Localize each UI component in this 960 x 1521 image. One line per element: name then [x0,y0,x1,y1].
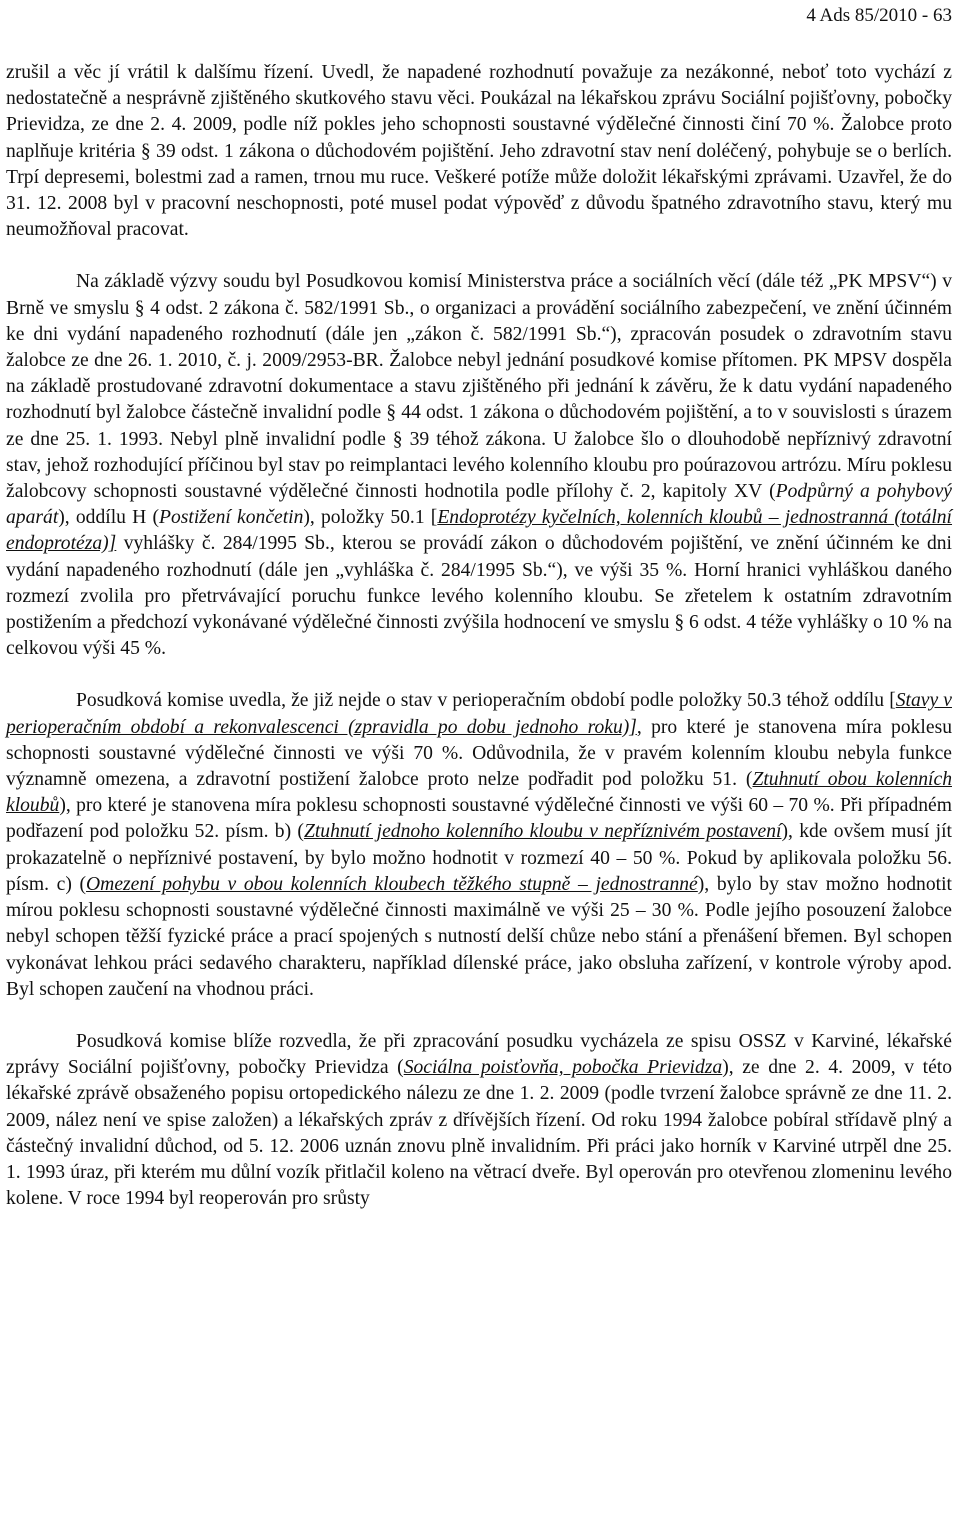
text-run: Na základě výzvy soudu byl Posudkovou komisí Ministerstva práce a sociálních věcí (dále též „PK MPSV“) v Brně ve smyslu § 4 odst. 2 zákona č. 582/1991 Sb., o organizaci a provádění sociálního zabezpečení, ve znění účinném ke dni vydání napadeného rozhodnutí (dále jen „zákon č. 582/1991 Sb.“), zpracován posudek o zdravotním stavu žalobce ze dne 26. 1. 2010, č. j. 2009/2953-BR. Žalobce nebyl jednání posudkové komise přítomen. PK MPSV dospěla na základě prostudované zdravotní dokumentace a stavu zjištěného při jednání k závěru, že k datu vydání napadeného rozhodnutí byl žalobce částečně invalidní podle § 44 odst. 1 zákona o důchodovém pojištění, a to v souvislosti s úrazem ze dne 25. 1. 1993. Nebyl plně invalidní podle § 39 téhož zákona. U žalobce šlo o dlouhodobě nepříznivý zdravotní stav, jehož rozhodující příčinou byl stav po reimplantaci levého kolenního kloubu pro poúrazovou artrózu. Míru poklesu žalobcovy schopnosti soustavné výdělečné činnosti hodnotila podle přílohy č. 2, kapitoly XV ( [6,271,952,503]
document-body [6,32,952,1212]
text-run: ), ze dne 2. 4. 2009, v této lékařské zprávě obsaženého popisu ortopedického nálezu ze dne 1. 2. 2009 (podle tvrzení žalobce správně ze dne 11. 2. 2009, nález není ve spise založen) a lékařských zpráv z dřívějších řízení. Od roku 1994 žalobce pobíral střídavě plný a částečný invalidní důchod, od 5. 12. 2006 uznán znovu plně invalidním. Při práci jako horník v Karviné utrpěl dne 25. 1. 1993 úraz, při kterém mu důlní vozík přitlačil koleno na větrací dveře. Byl operován pro otevřenou zlomeninu levého kolene. V roce 1994 byl reoperován pro srůsty [6,1057,953,1210]
text-run: vyhlášky č. 284/1995 Sb., kterou se provádí zákon o důchodovém pojištění, ve znění účinném ke dni vydání napadeného rozhodnutí (dále jen „vyhláška č. 284/1995 Sb.“), ve výši 35 %. Horní hranici vyhláškou daného rozmezí zvolila pro přetrvávající poruchu funkce levého kolenního kloubu. Se zřetelem k ostatním zdravotním postižením a předchozí vykonávané výdělečné činnosti zvýšila hodnocení ve smyslu § 6 odst. 4 téže vyhlášky o 10 % na celkovou výši 45 %. [6,533,952,660]
paragraph-2 [6,269,952,662]
text-run: Posudková komise uvedla, že již nejde o stav v perioperačním období podle položky 50.3 téhož oddílu [ [76,690,896,712]
italic-citation: Omezení pohybu v obou kolenních kloubech těžkého stupně – jednostranné [86,873,698,895]
italic-citation: Podpůrný a pohybový aparát [6,481,952,529]
text-run: ), kde ovšem musí jít prokazatelně o nepříznivé postavení, by bylo možno hodnotit v rozmezí 40 – 50 %. Pokud by aplikovala položku 56. písm. c) ( [6,821,952,895]
text-run: ), položky 50.1 [ [303,507,438,529]
text-run: ), pro které je stanovena míra poklesu schopnosti soustavné výdělečné činnosti ve výši 60 – 70 %. Při případném podřazení pod položku 52. písm. b) ( [6,795,952,843]
text-run: , pro které je stanovena míra poklesu schopnosti soustavné výdělečné činnosti ve výši 70 %. Odůvodnila, že v pravém kolenním kloubu nebyla funkce významně omezena, a zdravotní postižení žalobce proto nelze podřadit pod položku 51. ( [6,716,952,791]
italic-citation: Stavy v perioperačním období a rekonvalescenci (zpravidla po dobu jednoho roku)] [6,690,952,738]
text-run: ), bylo by stav možno hodnotit mírou poklesu schopnosti soustavné výdělečné činnosti maximálně ve výši 25 – 30 %. Podle jejího posouzení žalobce nebyl schopen těžší fyzické práce a prací spojených s nutností delší chůze nebo stání a přenášení břemen. Byl schopen vykonávat lehkou práci sedavého charakteru, například dílenské práce, jako obsluha zařízení, v kontrole výroby apod. Byl schopen zaučení na vhodnou práci. [6,873,952,1000]
paragraph-4 [6,1029,952,1212]
italic-citation: Ztuhnutí jednoho kolenního kloubu v nepříznivém postavení [303,821,782,843]
text-run: zrušil a věc jí vrátil k dalšímu řízení. Uvedl, že napadené rozhodnutí považuje za nezákonné, neboť toto vychází z nedostatečně a nesprávně zjištěného skutkového stavu věci. Poukázal na lékařskou zprávu Sociální pojišťovny, pobočky Prievidza, ze dne 2. 4. 2009, podle níž pokles jeho schopnosti soustavné výdělečné činnosti činí 70 %. Žalobce proto naplňuje kritéria § 39 odst. 1 zákona o důchodovém pojištění. Jeho zdravotní stav není doléčený, pohybuje se o berlích. Trpí depresemi, bolestmi zad a ramen, trnou mu ruce. Veškeré potíže může doložit lékařskými zprávami. Uzavřel, že do 31. 12. 2008 byl v pracovní neschopnosti, poté musel podat výpověď z důvodu špatného zdravotního stavu, který mu neumožňoval pracovat. [6,62,952,241]
text-run: Posudková komise blíže rozvedla, že při zpracování posudku vycházela ze spisu OSSZ v Karviné, lékařské zprávy Sociální pojišťovny, pobočky Prievidza ( [6,1030,952,1079]
italic-citation: Ztuhnutí obou kolenních kloubů [6,769,952,817]
text-run: ), oddílu H ( [58,507,159,529]
paragraph-3 [6,688,952,1002]
paragraph-1 [6,60,952,243]
italic-citation: Postižení končetin [159,507,304,529]
page-reference: 4 Ads 85/2010 - 63 [806,5,952,26]
italic-citation: Sociálna poisťovňa, pobočka Prievidza [403,1057,723,1079]
italic-citation: Endoprotézy kyčelních, kolenních kloubů – jednostranná (totální endoprotéza)] [6,507,953,555]
